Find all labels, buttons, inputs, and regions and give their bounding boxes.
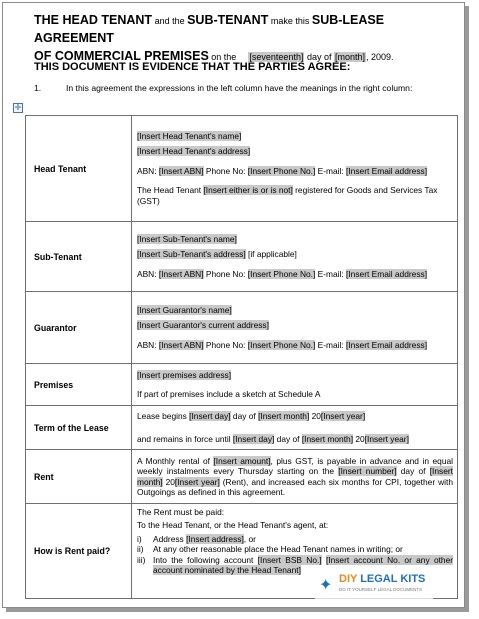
rent-text-4: 20 bbox=[162, 476, 175, 487]
head-tenant-email-field[interactable]: [Insert Email address] bbox=[346, 165, 428, 176]
meaning-sub-tenant bbox=[132, 222, 458, 292]
term-head-tenant: Head Tenant bbox=[26, 116, 132, 222]
sub-tenant-name-field[interactable]: [Insert Sub-Tenant's name] bbox=[137, 233, 237, 244]
heading-month-field[interactable]: [month] bbox=[334, 52, 365, 62]
day-of-label: day of bbox=[274, 434, 302, 444]
head-tenant-name-field[interactable]: [Insert Head Tenant's name] bbox=[137, 130, 242, 141]
head-tenant-abn-field[interactable]: [Insert ABN] bbox=[158, 165, 204, 176]
rent-month-field[interactable]: [Insert month] bbox=[137, 466, 453, 487]
rent-year-field[interactable]: [Insert year] bbox=[174, 476, 220, 487]
list-marker: i) bbox=[137, 533, 142, 544]
document-page bbox=[2, 2, 465, 608]
definitions-table bbox=[25, 115, 458, 599]
logo-brand bbox=[339, 573, 425, 585]
sub-tenant-email-field[interactable]: [Insert Email address] bbox=[346, 268, 428, 279]
payment-option-ii bbox=[137, 544, 453, 554]
rent-paid-to: To the Head Tenant, or the Head Tenant's agent, at: bbox=[137, 520, 329, 531]
table-row-premises bbox=[26, 364, 458, 406]
head-tenant-address-field[interactable]: [Insert Head Tenant's address] bbox=[137, 146, 251, 157]
lease-ends-label: and remains in force until bbox=[137, 434, 233, 444]
lease-start-year-field[interactable]: [Insert year] bbox=[320, 410, 366, 421]
guarantor-address-field[interactable]: [Insert Guarantor's current address] bbox=[137, 320, 269, 331]
table-row-head-tenant bbox=[26, 116, 458, 222]
guarantor-phone-field[interactable]: [Insert Phone No.] bbox=[247, 339, 316, 350]
logo-mark-icon: ✦ bbox=[319, 577, 333, 594]
payment-option-ii-text: At any other reasonable place the Head Tenant names in writing; or bbox=[153, 544, 403, 555]
email-label: E-mail: bbox=[315, 339, 347, 350]
heading-year: , 2009. bbox=[366, 52, 394, 62]
lease-end-month-field[interactable]: [Insert month] bbox=[301, 434, 354, 444]
century-label: 20 bbox=[309, 410, 321, 421]
guarantor-abn-field[interactable]: [Insert ABN] bbox=[158, 339, 204, 350]
payment-address-field[interactable]: [Insert address] bbox=[186, 533, 244, 544]
meaning-guarantor bbox=[132, 292, 458, 364]
term-sub-tenant: Sub-Tenant bbox=[26, 222, 132, 292]
document-heading bbox=[34, 12, 454, 66]
if-applicable-note: [if applicable] bbox=[245, 249, 297, 260]
clause-text: In this agreement the expressions in the left column have the meanings in the right column: bbox=[66, 83, 413, 93]
diy-legal-kits-logo bbox=[315, 570, 433, 600]
premises-address-field[interactable]: [Insert premises address] bbox=[137, 369, 232, 380]
heading-agreement-title: SUB-LEASE AGREEMENT bbox=[34, 13, 385, 45]
heading-sub-tenant: SUB-TENANT bbox=[187, 13, 269, 27]
table-row-guarantor bbox=[26, 292, 458, 364]
heading-make-this: make this bbox=[268, 16, 312, 26]
rent-text-2: , plus GST, is payable in advance and in equal weekly instalments every Thursday starting on the bbox=[137, 455, 453, 477]
lease-end-day-field[interactable]: [Insert day] bbox=[232, 434, 275, 444]
sub-tenant-phone-field[interactable]: [Insert Phone No.] bbox=[247, 268, 316, 279]
phone-label: Phone No: bbox=[203, 165, 248, 176]
lease-start-day-field[interactable]: [Insert day] bbox=[189, 410, 231, 421]
term-term-of-lease: Term of the Lease bbox=[26, 406, 132, 450]
bsb-field[interactable]: [Insert BSB No.] bbox=[257, 554, 322, 565]
table-move-handle-icon[interactable]: ✛ bbox=[14, 103, 22, 112]
email-label: E-mail: bbox=[315, 268, 347, 279]
clause-number: 1. bbox=[34, 83, 42, 93]
heading-commercial-premises: OF COMMERCIAL PREMISES bbox=[34, 49, 209, 63]
term-guarantor: Guarantor bbox=[26, 292, 132, 364]
guarantor-email-field[interactable]: [Insert Email address] bbox=[346, 339, 428, 350]
head-tenant-gst-field[interactable]: [Insert either is or is not] bbox=[203, 185, 293, 196]
heading-day-field[interactable]: [seventeenth] bbox=[249, 52, 304, 62]
table-row-rent bbox=[26, 450, 458, 504]
heading-day-of: day of bbox=[304, 52, 334, 62]
phone-label: Phone No: bbox=[203, 268, 248, 279]
head-tenant-phone-field[interactable]: [Insert Phone No.] bbox=[247, 165, 316, 176]
address-label: Address bbox=[153, 533, 187, 544]
rent-start-number-field[interactable]: [Insert number] bbox=[338, 466, 397, 477]
lease-start-month-field[interactable]: [Insert month] bbox=[258, 410, 310, 421]
meaning-rent bbox=[132, 450, 458, 504]
account-label: Into the following account bbox=[153, 554, 258, 565]
logo-brand-legal-kits: LEGAL KITS bbox=[357, 573, 426, 585]
phone-label: Phone No: bbox=[203, 339, 248, 350]
rent-text-1: A Monthly rental of bbox=[137, 455, 214, 466]
term-rent: Rent bbox=[26, 450, 132, 504]
day-of-label: day of bbox=[230, 410, 259, 421]
payment-option-i bbox=[137, 534, 453, 544]
meaning-term-of-lease bbox=[132, 406, 458, 450]
lease-end-year-field[interactable]: [Insert year] bbox=[364, 434, 409, 444]
clause-1 bbox=[34, 83, 454, 93]
sub-tenant-abn-field[interactable]: [Insert ABN] bbox=[158, 268, 204, 279]
premises-sketch-note: If part of premises include a sketch at Schedule A bbox=[137, 389, 321, 399]
list-marker: iii) bbox=[137, 554, 146, 565]
abn-label: ABN: bbox=[137, 268, 159, 279]
meaning-premises bbox=[132, 364, 458, 406]
meaning-head-tenant bbox=[132, 116, 458, 222]
heading-head-tenant: THE HEAD TENANT bbox=[34, 13, 153, 27]
term-premises: Premises bbox=[26, 364, 132, 406]
heading-on-the: on the bbox=[208, 52, 239, 62]
gst-text-post: registered for Goods and Services Tax (GST) bbox=[137, 185, 438, 206]
or-label: , or bbox=[243, 533, 256, 544]
account-number-field[interactable]: [Insert account No. or any other account nominated by the Head Tenant] bbox=[153, 554, 454, 576]
guarantor-name-field[interactable]: [Insert Guarantor's name] bbox=[137, 304, 232, 315]
term-how-paid: How is Rent paid? bbox=[26, 504, 132, 599]
rent-text-5: (Rent), and increased each six months for CPI, together with Outgoings as defined in this agreement. bbox=[137, 476, 453, 497]
gst-text-pre: The Head Tenant bbox=[137, 185, 204, 196]
table-row-term-of-lease bbox=[26, 406, 458, 450]
abn-label: ABN: bbox=[137, 165, 159, 176]
sub-tenant-address-field[interactable]: [Insert Sub-Tenant's address] bbox=[137, 249, 246, 260]
logo-tagline: DO IT YOURSELF LEGAL DOCUMENTS bbox=[339, 587, 423, 592]
heading-and: and the bbox=[152, 16, 188, 26]
list-marker: ii) bbox=[137, 544, 144, 555]
lease-begins-label: Lease begins bbox=[137, 410, 190, 421]
rent-paid-intro: The Rent must be paid: bbox=[137, 507, 225, 517]
rent-amount-field[interactable]: [Insert amount] bbox=[213, 455, 271, 466]
email-label: E-mail: bbox=[315, 165, 347, 176]
logo-brand-diy: DIY bbox=[339, 573, 358, 585]
abn-label: ABN: bbox=[137, 339, 159, 350]
rent-text-3: day of bbox=[396, 466, 430, 477]
table-row-sub-tenant bbox=[26, 222, 458, 292]
evidence-heading: THIS DOCUMENT IS EVIDENCE THAT THE PARTIES AGREE: bbox=[34, 61, 351, 73]
century-label: 20 bbox=[353, 434, 365, 444]
